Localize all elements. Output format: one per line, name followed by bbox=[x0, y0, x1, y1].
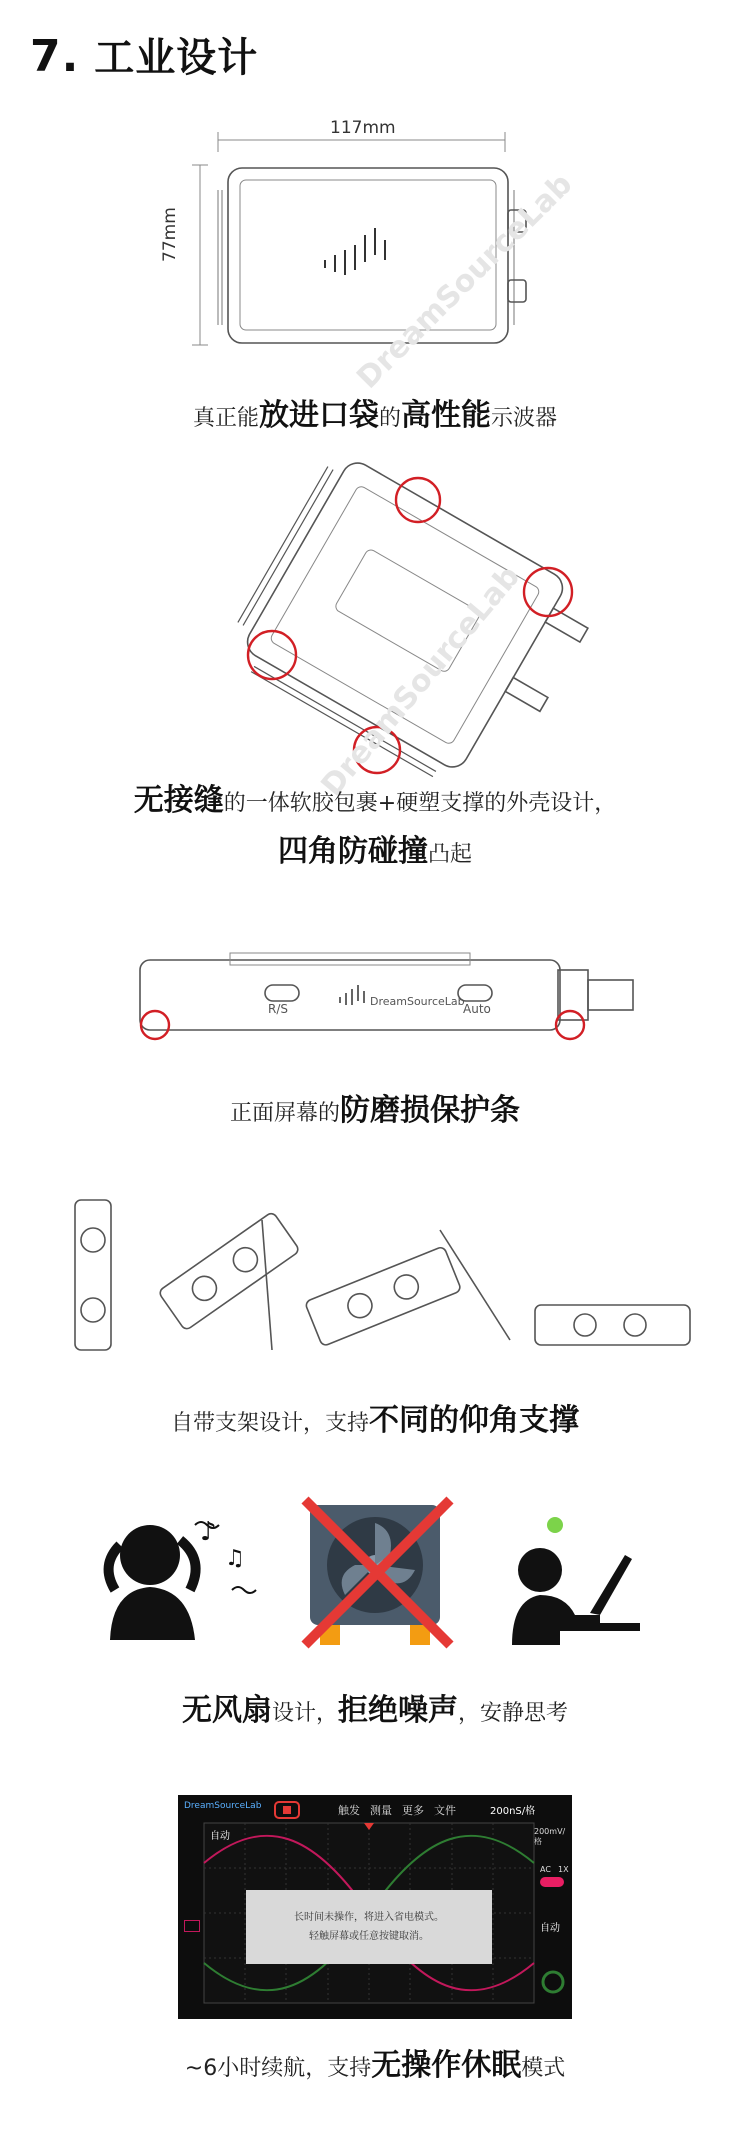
caption-text: ，安静思考 bbox=[458, 1701, 569, 1726]
channel-marker bbox=[184, 1920, 200, 1932]
caption-text: 凸起 bbox=[427, 842, 472, 867]
annoyed-person-icon bbox=[109, 1517, 256, 1640]
svg-text:♪: ♪ bbox=[200, 1517, 217, 1547]
auto-button-label: Auto bbox=[463, 1002, 491, 1016]
caption-text: 的 bbox=[378, 406, 401, 431]
caption-text: 示波器 bbox=[491, 406, 558, 431]
svg-text:♫: ♫ bbox=[225, 1546, 245, 1571]
caption-bumpers bbox=[0, 826, 750, 870]
coupling-readout[interactable]: AC bbox=[540, 1865, 551, 1874]
fan-crossed-icon bbox=[305, 1500, 450, 1645]
caption-bold: 无操作休眠 bbox=[371, 2048, 522, 2083]
power-save-dialog[interactable] bbox=[246, 1890, 492, 1964]
dialog-line-2: 轻触屏幕或任意按键取消。 bbox=[309, 1931, 429, 1942]
caption-bold: 无接缝 bbox=[133, 783, 224, 818]
trigger-mode: 自动 bbox=[210, 1831, 230, 1842]
caption-text: 设计， bbox=[271, 1701, 338, 1726]
fanless-illustration bbox=[0, 1495, 750, 1655]
oscilloscope-screen bbox=[178, 1795, 572, 2019]
svg-text:DreamSourceLab: DreamSourceLab bbox=[314, 559, 528, 803]
width-label: 117mm bbox=[330, 118, 396, 138]
caption-bold: 防磨损保护条 bbox=[340, 1093, 520, 1128]
menu-file[interactable]: 文件 bbox=[434, 1804, 456, 1817]
caption-text: 真正能 bbox=[192, 406, 259, 431]
caption-pocket bbox=[0, 390, 750, 434]
corner-highlight bbox=[524, 568, 572, 616]
caption-bold: 无风扇 bbox=[181, 1693, 272, 1728]
menu-trigger[interactable]: 触发 bbox=[338, 1804, 360, 1817]
section-number: 7. bbox=[30, 31, 80, 82]
vdiv-readout[interactable]: 200mV/格 bbox=[534, 1827, 566, 1846]
strip-highlight bbox=[556, 1011, 584, 1039]
menu-measure[interactable]: 测量 bbox=[370, 1804, 392, 1817]
focused-person-icon bbox=[512, 1517, 640, 1645]
caption-text: ~6小时续航，支持 bbox=[184, 2056, 372, 2081]
dialog-line-1: 长时间未操作，将进入省电模式。 bbox=[294, 1912, 444, 1923]
caption-text: 正面屏幕的 bbox=[229, 1101, 340, 1126]
caption-bold: 放进口袋 bbox=[258, 398, 379, 433]
stand-angles-illustration bbox=[0, 1190, 750, 1370]
rs-button-label: R/S bbox=[268, 1002, 288, 1016]
caption-stand bbox=[0, 1395, 750, 1439]
svg-text:DreamSourceLab: DreamSourceLab bbox=[350, 166, 580, 396]
caption-text: 的一体软胶包裹+硬塑支撑的外壳设计， bbox=[223, 791, 617, 816]
strip-highlight bbox=[141, 1011, 169, 1039]
caption-text: 自带支架设计，支持 bbox=[170, 1411, 369, 1436]
section-heading: 工业设计 bbox=[94, 35, 259, 81]
side-brand-label: DreamSourceLab bbox=[370, 995, 465, 1008]
osc-brand: DreamSourceLab bbox=[184, 1801, 262, 1811]
corner-highlight bbox=[396, 478, 440, 522]
channel-toggle[interactable] bbox=[540, 1877, 564, 1887]
caption-bold: 高性能 bbox=[401, 398, 491, 433]
caption-strip bbox=[0, 1085, 750, 1129]
run-stop-button[interactable] bbox=[274, 1801, 300, 1819]
caption-text: 模式 bbox=[521, 2056, 566, 2081]
caption-bold: 不同的仰角支撑 bbox=[369, 1403, 579, 1438]
height-label: 77mm bbox=[160, 207, 180, 262]
gear-icon[interactable] bbox=[538, 1967, 568, 1997]
caption-seamless bbox=[0, 775, 750, 819]
timebase-readout[interactable]: 200nS/格 bbox=[490, 1806, 536, 1817]
caption-fanless bbox=[0, 1685, 750, 1729]
section-title bbox=[30, 26, 258, 83]
caption-battery bbox=[0, 2040, 750, 2084]
probe-readout[interactable]: 1X bbox=[558, 1865, 569, 1874]
caption-bold: 拒绝噪声 bbox=[338, 1693, 458, 1728]
caption-bold: 四角防碰撞 bbox=[277, 834, 428, 869]
menu-more[interactable]: 更多 bbox=[402, 1804, 424, 1817]
side-mode[interactable]: 自动 bbox=[540, 1923, 560, 1934]
osc-menu bbox=[338, 1802, 456, 1818]
